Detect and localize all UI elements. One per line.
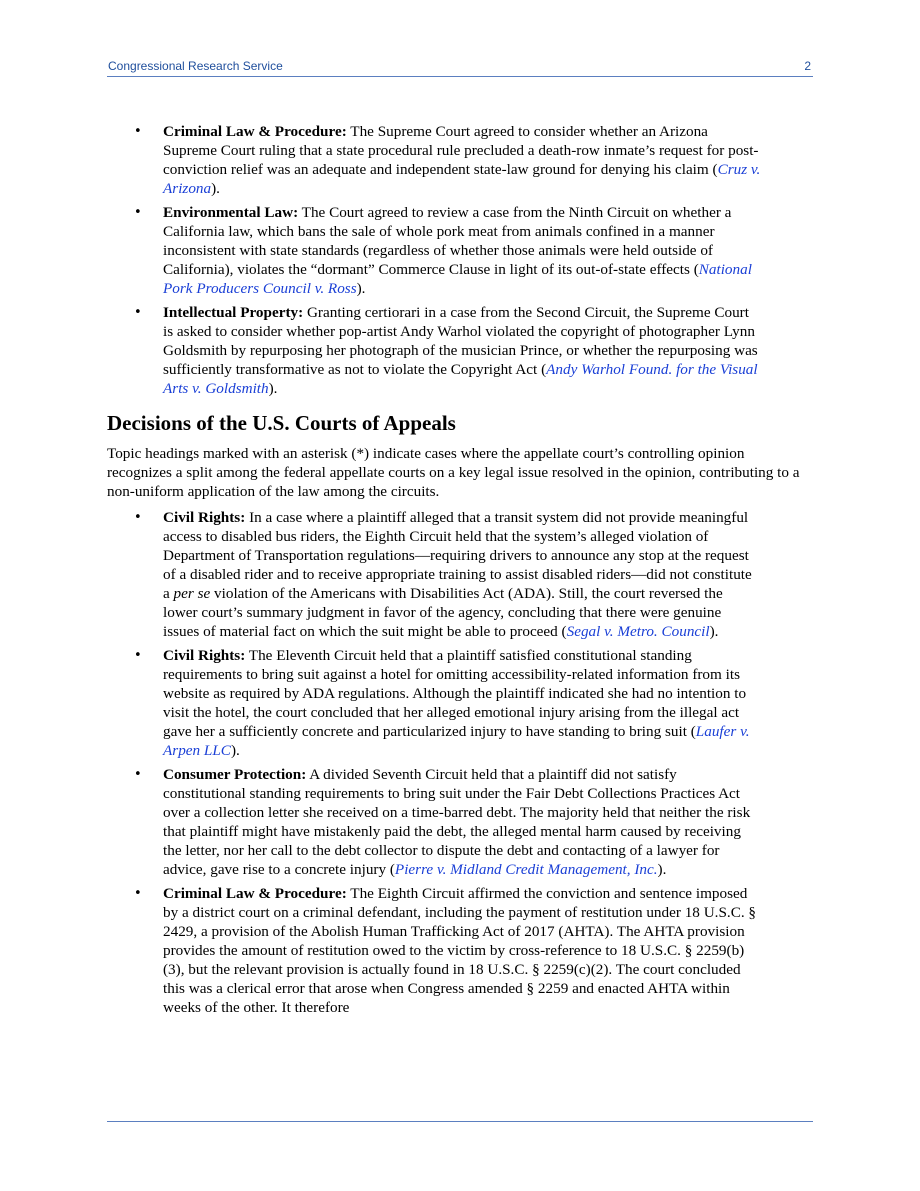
item-tail: ). bbox=[356, 280, 366, 297]
item-tail: ). bbox=[709, 623, 719, 640]
item-italic: per se bbox=[173, 585, 211, 602]
header-title: Congressional Research Service bbox=[108, 59, 283, 73]
item-tail: ). bbox=[230, 742, 240, 759]
case-link[interactable]: Andy Warhol Found. for the Visual Arts v. Goldsmith bbox=[163, 361, 758, 397]
topic-label: Civil Rights: bbox=[163, 509, 246, 526]
item-tail: ). bbox=[211, 180, 220, 197]
list-item bbox=[107, 765, 813, 879]
item-text: The Eighth Circuit affirmed the conviction and sentence imposed by a district court on a criminal defendant, including the payment of restitution under 18 U.S.C. § 2429, a provision of the Abolish Human Trafficking Act of 2017 (AHTA). The AHTA provision provides the amount of restitution owed to the victim by cross-reference to 18 U.S.C. § 2259(b)(3), but the relevant provision is actually found in 18 U.S.C. § 2259(c)(2). The court concluded this was a clerical error that arose when Congress amended § 2259 and enacted AHTA within weeks of the other. It therefore bbox=[163, 885, 757, 1016]
topic-label: Consumer Protection: bbox=[163, 766, 307, 783]
item-text: In a case where a plaintiff alleged that a transit system did not provide meaningful access to disabled bus riders, the Eighth Circuit held that the system’s alleged violation of Department of Transportation regulations—requiring drivers to announce any stop at the request of a disabled rider and to receive appropriate training to assist disabled riders—did not constitute a bbox=[163, 509, 752, 602]
section-heading: Decisions of the U.S. Courts of Appeals bbox=[107, 411, 456, 435]
appeals-list bbox=[107, 508, 813, 1017]
document-body bbox=[107, 122, 813, 1022]
item-tail: ). bbox=[657, 861, 667, 878]
list-item bbox=[107, 646, 813, 760]
item-tail: ). bbox=[268, 380, 278, 397]
topic-label: Criminal Law & Procedure: bbox=[163, 885, 347, 902]
case-link[interactable]: National Pork Producers Council v. Ross bbox=[163, 261, 752, 297]
footer-divider bbox=[107, 1121, 813, 1122]
case-link[interactable]: Cruz v. Arizona bbox=[163, 161, 761, 197]
item-text-continued: violation of the Americans with Disabilities Act (ADA). Still, the court reversed the lower court’s summary judgment in favor of the agency, concluding that there were genuine issues of material fact on which the suit might be able to proceed ( bbox=[163, 585, 723, 640]
supreme-court-list bbox=[107, 122, 813, 398]
list-item bbox=[107, 884, 813, 1017]
item-text: Granting certiorari in a case from the Second Circuit, the Supreme Court is asked to consider whether pop-artist Andy Warhol violated the copyright of photographer Lynn Goldsmith by repurposing her photograph of the musician Prince, or whether the repurposing was sufficiently transformative as not to violate the Copyright Act ( bbox=[163, 304, 758, 378]
topic-label: Environmental Law: bbox=[163, 204, 299, 221]
case-link[interactable]: Pierre v. Midland Credit Management, Inc. bbox=[394, 861, 658, 878]
list-item bbox=[107, 203, 813, 298]
topic-label: Intellectual Property: bbox=[163, 304, 304, 321]
topic-label: Criminal Law & Procedure: bbox=[163, 123, 347, 140]
page-header bbox=[107, 58, 813, 77]
case-link[interactable]: Segal v. Metro. Council bbox=[566, 623, 710, 640]
item-text: The Eleventh Circuit held that a plaintiff satisfied constitutional standing requirements to bring suit against a hotel for omitting accessibility-related information from its website as required by ADA regulations. Although the plaintiff indicated she had no intention to visit the hotel, the court concluded that her alleged emotional injury arising from the illegal act gave her a sufficiently concrete and particularized injury to have standing to bring suit ( bbox=[163, 647, 747, 740]
item-text: The Court agreed to review a case from the Ninth Circuit on whether a California law, which bans the sale of whole pork meat from animals confined in a manner inconsistent with state standards (regardless of whether those animals were held outside of California), violates the “dormant” Commerce Clause in light of its out-of-state effects ( bbox=[163, 204, 732, 278]
topic-label: Civil Rights: bbox=[163, 647, 246, 664]
item-text: A divided Seventh Circuit held that a plaintiff did not satisfy constitutional standing requirements to bring suit under the Fair Debt Collections Practices Act over a collection letter she received on a time-barred debt. The majority held that neither the risk that plaintiff might have mistakenly paid the debt, the alleged mental harm caused by receiving the letter, nor her call to the debt collector to dispute the debt and contacting of a lawyer for advice, gave rise to a concrete injury ( bbox=[163, 766, 751, 878]
list-item bbox=[107, 122, 813, 198]
case-link[interactable]: Laufer v. Arpen LLC bbox=[163, 723, 750, 759]
section-intro: Topic headings marked with an asterisk (*) indicate cases where the appellate court’s controlling opinion recognizes a split among the federal appellate courts on a key legal issue resolved in the opinion, contributing to a non-uniform application of the law among the circuits. bbox=[107, 445, 800, 500]
page-number: 2 bbox=[804, 59, 811, 73]
list-item bbox=[107, 303, 813, 398]
list-item bbox=[107, 508, 813, 641]
item-text: The Supreme Court agreed to consider whether an Arizona Supreme Court ruling that a state procedural rule precluded a death-row inmate’s request for post-conviction relief was an adequate and independent state-law ground for denying his claim ( bbox=[163, 123, 759, 178]
